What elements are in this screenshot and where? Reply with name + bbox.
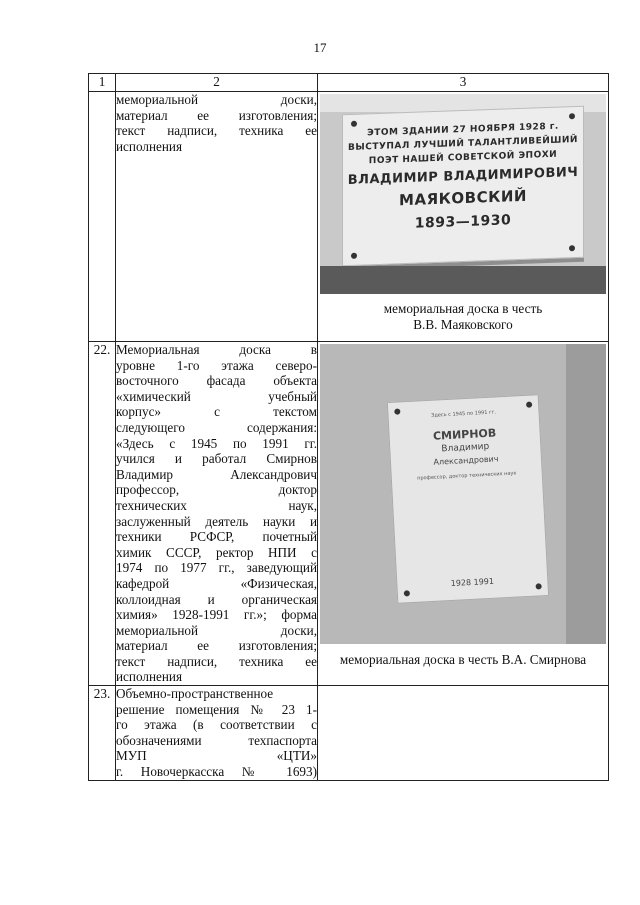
desc-line: мемориальной доски, <box>116 622 317 638</box>
plaque-text-line: МАЯКОВСКИЙ <box>399 186 527 210</box>
desc-line: исполнения <box>116 669 183 685</box>
desc-line: го этажа (в соответствии с <box>116 717 317 733</box>
plaque-text-line: СМИРНОВ <box>432 426 497 443</box>
plaque-text-line: 1893—1930 <box>414 212 512 232</box>
table-row <box>89 92 609 342</box>
plaque <box>342 106 584 266</box>
desc-line: 1974 по 1977 гг., заведующий <box>116 560 317 576</box>
smirnov-plaque-photo <box>320 344 606 644</box>
header-col-1: 1 <box>89 74 116 92</box>
desc-line: техники РСФСР, почетный <box>116 529 317 545</box>
desc-line: восточного фасада объекта <box>116 373 317 389</box>
desc-line: химик СССР, ректор НПИ с <box>116 544 317 560</box>
bolt-icon <box>351 253 357 259</box>
row-photo-cell <box>318 92 609 342</box>
row-description <box>116 92 318 342</box>
desc-line: материал ее изготовления; <box>116 638 317 654</box>
photo-caption-line: В.В. Маяковского <box>413 316 513 332</box>
plaque-text-line: 1928 1991 <box>450 576 495 589</box>
row-photo-cell <box>318 686 609 781</box>
desc-line: уровне 1-го этажа северо- <box>116 357 317 373</box>
desc-line: обозначениями техпаспорта <box>116 732 317 748</box>
desc-line: Мемориальная доска в <box>116 342 317 357</box>
row-number <box>89 92 116 342</box>
photo-caption-line: мемориальная доска в честь В.А. Смирнова <box>339 652 587 667</box>
bolt-icon <box>569 245 575 251</box>
row-photo-cell <box>318 342 609 686</box>
desc-line: мемориальной доски, <box>116 92 317 107</box>
desc-line: профессор, доктор <box>116 482 317 498</box>
desc-line: г. Новочеркасска № 1693) <box>116 764 317 780</box>
plaque-text-line: ВЛАДИМИР ВЛАДИМИРОВИЧ <box>347 164 579 189</box>
photo-shadow <box>320 266 606 294</box>
plaque-text-line: Владимир <box>441 441 490 455</box>
desc-line: МУП «ЦТИ» <box>116 748 317 764</box>
plaque-text-line: ПОЭТ НАШЕЙ СОВЕТСКОЙ ЭПОХИ <box>368 149 558 167</box>
row-number: 22. <box>89 342 116 686</box>
desc-line: исполнения <box>116 138 183 154</box>
desc-line: текст надписи, техника ее <box>116 653 317 669</box>
desc-line: текст надписи, техника ее <box>116 123 317 139</box>
desc-line: Объемно-пространственное <box>116 686 274 702</box>
page-number: 17 <box>313 40 327 55</box>
desc-line: следующего содержания: <box>116 419 317 435</box>
row-description <box>116 686 318 781</box>
plaque-text-line: ВЫСТУПАЛ ЛУЧШИЙ ТАЛАНТЛИВЕЙШИЙ <box>348 134 578 154</box>
header-row <box>89 74 609 92</box>
table-row <box>89 686 609 781</box>
desc-line: материал ее изготовления; <box>116 107 317 123</box>
photo-caption-line: мемориальная доска в честь <box>383 301 543 316</box>
desc-line: кафедрой «Физическая, <box>116 575 317 591</box>
desc-line: технических наук, <box>116 497 317 513</box>
row-number: 23. <box>89 686 116 781</box>
desc-line: решение помещения № 23 1- <box>116 701 317 717</box>
plaque-text-line: профессор, доктор технических наук <box>416 470 517 482</box>
desc-line: «химический учебный <box>116 388 317 404</box>
header-col-2: 2 <box>116 74 318 92</box>
mayakovsky-plaque-photo <box>320 94 606 294</box>
plaque <box>387 394 549 604</box>
desc-line: Владимир Александрович <box>116 466 317 482</box>
desc-line: корпус» с текстом <box>116 404 317 420</box>
header-col-3: 3 <box>318 74 609 92</box>
desc-line: «Здесь с 1945 по 1991 гг. <box>116 435 317 451</box>
desc-line: заслуженный деятель науки и <box>116 513 317 529</box>
desc-line: учился и работал Смирнов <box>116 451 317 467</box>
table-row <box>89 342 609 686</box>
plaque-text-line: Александрович <box>433 454 499 467</box>
plaque-text-line: ЭТОМ ЗДАНИИ 27 НОЯБРЯ 1928 г. <box>367 121 559 139</box>
plaque-text-line: Здесь с 1945 по 1991 гг. <box>431 409 497 419</box>
desc-line: химия» 1928-1991 гг.»; форма <box>116 607 317 623</box>
row-description <box>116 342 318 686</box>
desc-line: коллоидная и органическая <box>116 591 317 607</box>
wall-shade <box>566 344 606 644</box>
monument-table <box>88 73 609 781</box>
